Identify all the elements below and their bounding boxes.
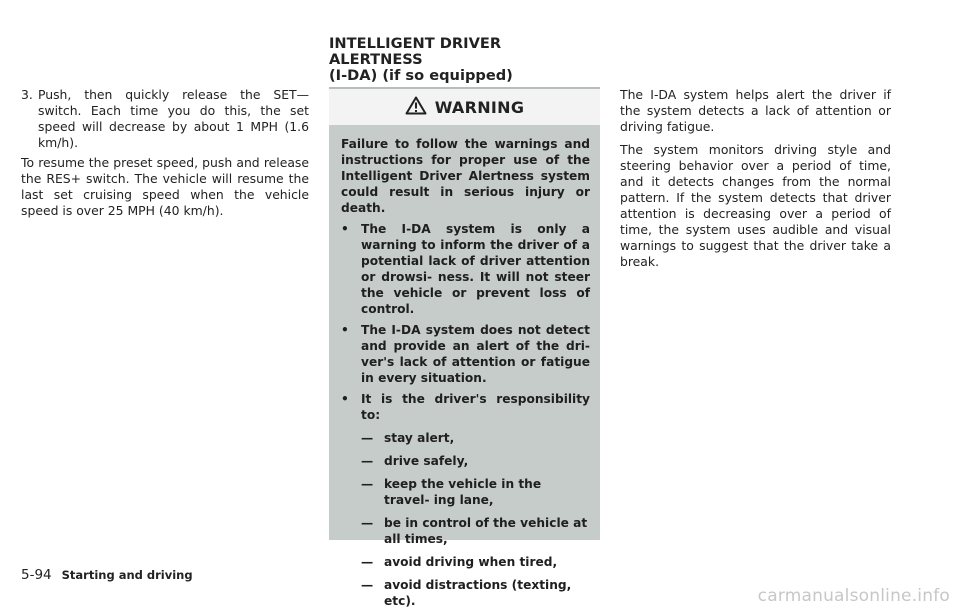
- warning-bullet-text: It is the driver's responsibility to:: [361, 392, 590, 422]
- warning-bullet: • It is the driver's responsibility to:: [341, 392, 590, 422]
- warning-bullet-text: The I-DA system is only a warning to inform the driver of a potential lack of driver attention or drowsi- ness. It will not steer the vehicle or prevent loss of control.: [361, 222, 590, 316]
- section-title-line2: (I-DA) (if so equipped): [329, 67, 513, 84]
- warning-subitem: — stay alert,: [361, 430, 590, 446]
- warning-subitem-text: stay alert,: [384, 431, 455, 445]
- section-title: [329, 36, 599, 84]
- warning-subitem: — avoid distractions (texting, etc).: [361, 577, 590, 609]
- warning-bullet-text: The I-DA system does not detect and provide an alert of the dri- ver's lack of attention or fatigue in every situation.: [361, 323, 590, 385]
- warning-subitem: — drive safely,: [361, 453, 590, 469]
- warning-subitem: — be in control of the vehicle at all times,: [361, 515, 590, 547]
- page-footer: [21, 567, 193, 583]
- warning-subitem-text: drive safely,: [384, 454, 469, 468]
- warning-bullet: • The I-DA system does not detect and provide an alert of the dri- ver's lack of attention or fatigue in every situation.: [341, 323, 590, 385]
- page-number: 5-94: [21, 567, 52, 583]
- warning-subitem: — avoid driving when tired,: [361, 554, 590, 570]
- ida-intro-paragraph: The I-DA system helps alert the driver if the system detects a lack of attention or driving fatigue.: [620, 87, 891, 134]
- step-text: Push, then quickly release the SET— switch. Each time you do this, the set speed will decrease by about 1 MPH (1.6 km/h).: [38, 87, 309, 150]
- step-number: 3.: [21, 87, 33, 102]
- warning-box: [329, 87, 600, 608]
- numbered-step: [21, 87, 309, 151]
- warning-triangle-icon: [405, 96, 427, 119]
- left-column: [21, 87, 309, 219]
- warning-subitem-text: avoid driving when tired,: [384, 555, 558, 569]
- ida-monitor-paragraph: The system monitors driving style and steering behavior over a period of time, and it detects changes from the normal pattern. If the system detects that driver attention is decreasing over a period of time, the system uses audible and visual warnings to suggest that the driver take a break.: [620, 142, 891, 269]
- warning-subitem: — keep the vehicle in the travel- ing lane,: [361, 476, 590, 508]
- warning-header: [329, 87, 600, 125]
- warning-subitem-text: avoid distractions (texting, etc).: [384, 578, 572, 608]
- warning-title: WARNING: [434, 97, 525, 117]
- watermark: carmanualsonline.info: [757, 586, 950, 606]
- section-title-line1: INTELLIGENT DRIVER ALERTNESS: [329, 35, 502, 68]
- footer-section-name: Starting and driving: [61, 568, 193, 582]
- warning-body: [329, 125, 600, 608]
- resume-paragraph: To resume the preset speed, push and release the RES+ switch. The vehicle will resume the last set cruising speed when the vehicle speed is over 25 MPH (40 km/h).: [21, 155, 309, 218]
- warning-intro: Failure to follow the warnings and instructions for proper use of the Intelligent Driver Alertness system could result in serious injury or death.: [341, 137, 590, 215]
- right-column: [620, 87, 891, 277]
- warning-bullet: • The I-DA system is only a warning to inform the driver of a potential lack of driver attention or drowsi- ness. It will not steer the vehicle or prevent loss of control.: [341, 222, 590, 316]
- warning-subitem-text: keep the vehicle in the travel- ing lane,: [384, 477, 542, 507]
- warning-subitem-text: be in control of the vehicle at all times,: [384, 516, 588, 546]
